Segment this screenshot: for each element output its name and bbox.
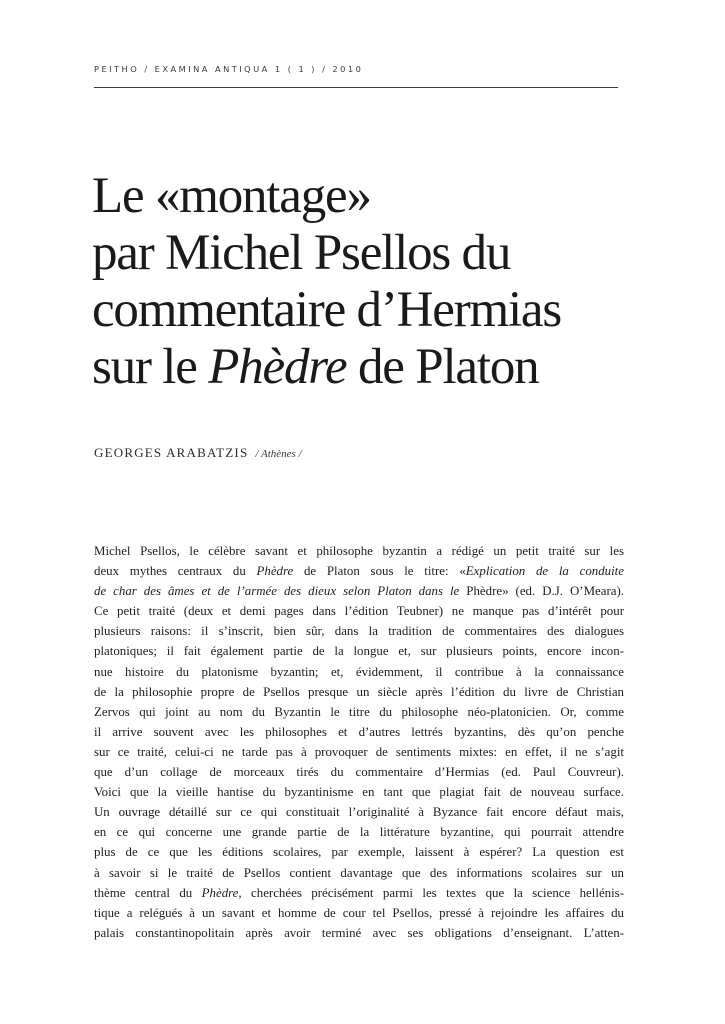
body-line-1: Michel Psellos, le célèbre savant et philosophe byzantin a rédigé un petit traité sur les — [94, 544, 624, 558]
body-line-2-a: deux mythes centraux du — [94, 564, 257, 579]
article-title — [92, 168, 652, 396]
body-line-2-italic-2: Explication de la conduite — [465, 564, 624, 579]
body-line-9: Zervos qui joint au nom du Byzantin le titre du philosophe néo-platonicien. Or, comme — [94, 704, 624, 719]
body-line-8: de la philosophie propre de Psellos presque un siècle après l’édition du livre de Christian — [94, 684, 624, 699]
body-line-18-b: , cherchées précisément parmi les textes que la science hellénis- — [238, 885, 624, 900]
body-line-5: plusieurs raisons: il s’inscrit, bien sûr, dans la tradition de commentaires des dialogues — [94, 624, 624, 639]
body-line-12: que d’un collage de morceaux tirés du commentaire d’Hermias (ed. Paul Couvreur). — [94, 765, 624, 780]
body-line-3 — [94, 581, 624, 601]
body-line-3-b: Phèdre» (ed. D.J. O’Meara). — [459, 584, 624, 599]
title-line-3: commentaire d’Hermias — [92, 282, 562, 338]
body-line-7: nue histoire du platonisme byzantin; et, évidemment, il contribue à la connaissance — [94, 664, 624, 679]
body-line-13: Voici que la vieille hantise du byzantinisme en tant que plagiat fait de nouveau surface. — [94, 785, 624, 800]
running-head: PEITHO / EXAMINA ANTIQUA 1 ( 1 ) / 2010 — [94, 64, 364, 74]
body-line-17: à savoir si le traité de Psellos contient davantage que des informations scolaires sur un — [94, 865, 624, 880]
body-line-10: il arrive souvent avec les philosophes et d’autres lettrés byzantins, dès qu’on penche — [94, 724, 624, 739]
header-rule — [94, 87, 618, 88]
title-line-1: Le «montage» — [92, 168, 371, 224]
body-line-3-italic: de char des âmes et de l’armée des dieux selon Platon dans le — [94, 584, 460, 599]
body-line-14: Un ouvrage détaillé sur ce qui constituait l’originalité à Byzance fait encore défaut mais, — [94, 805, 624, 820]
title-italic-phedre: Phèdre — [208, 339, 347, 395]
title-line-4-post: de Platon — [346, 339, 539, 395]
body-line-18 — [94, 883, 624, 903]
body-line-15: en ce qui concerne une grande partie de la littérature byzantine, qui pourrait attendre — [94, 825, 624, 840]
body-line-2 — [94, 561, 624, 581]
body-line-18-italic: Phèdre — [201, 885, 239, 900]
body-line-4: Ce petit traité (deux et demi pages dans l’édition Teubner) ne manque pas d’intérêt pour — [94, 604, 624, 619]
title-line-2: par Michel Psellos du — [92, 225, 511, 281]
body-line-18-a: thème central du — [94, 885, 202, 900]
body-line-11: sur ce traité, celui-ci ne tarde pas à provoquer de sentiments mixtes: en effet, il ne s’agit — [94, 744, 624, 759]
body-line-2-italic: Phèdre — [256, 564, 294, 579]
title-line-4 — [92, 339, 652, 396]
body-line-16: plus de ce que les éditions scolaires, par exemple, laissent à espérer? La question est — [94, 845, 624, 860]
author-affiliation: / Athènes / — [255, 448, 302, 460]
body-line-19: tique a relégués à un savant et homme de cour tel Psellos, pressé à rejoindre les affaires du — [94, 905, 624, 920]
body-paragraph — [94, 541, 624, 943]
body-line-2-b: de Platon sous le titre: « — [293, 564, 466, 579]
author-line — [94, 444, 302, 462]
body-line-20: palais constantinopolitain après avoir terminé avec ses obligations d’enseignant. L’atten- — [94, 925, 624, 940]
title-line-4-pre: sur le — [92, 339, 209, 395]
body-line-6: platoniques; il fait également partie de la longue et, sur plusieurs points, encore incon- — [94, 644, 624, 659]
author-name: GEORGES ARABATZIS — [94, 445, 249, 460]
